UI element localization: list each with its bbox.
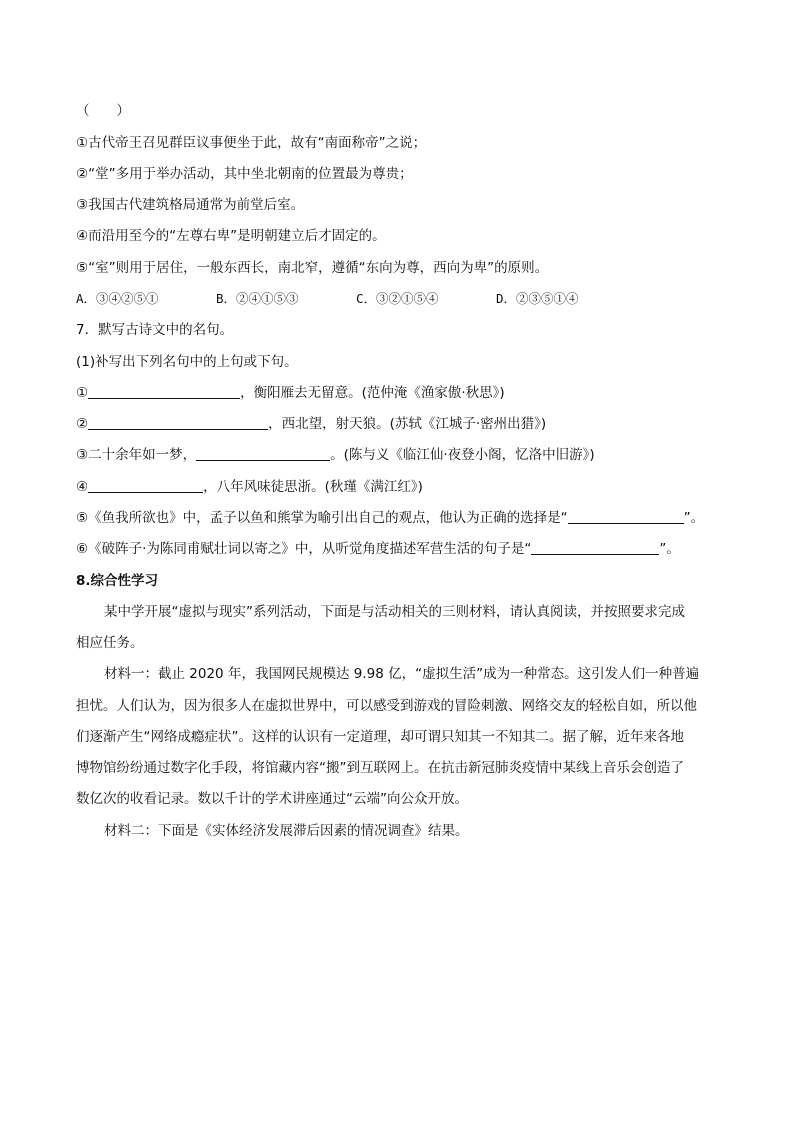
answer-blank-3[interactable]: [196, 446, 330, 461]
q7-title: 7．默写古诗文中的名句。: [76, 322, 234, 338]
sentence-2: ②“堂”多用于举办活动，其中坐北朝南的位置最为尊贵；: [76, 166, 413, 182]
q7-item-5: ⑤《鱼我所欲也》中，孟子以鱼和熊掌为喻引出自己的观点，他认为正确的选择是“ ”。: [76, 510, 705, 526]
material-1-line-1: 材料一：截止 2020 年，我国网民规模达 9.98 亿，“虚拟生活”成为一种常态。这引发人们一种普遍: [104, 666, 700, 682]
q7-item-4: ④ ，八年风味徒思浙。(秋瑾《满江红》): [76, 479, 423, 495]
answer-paren: （ ）: [76, 103, 130, 119]
q8-intro-line-2: 相应任务。: [76, 635, 144, 651]
options-row: [76, 289, 734, 309]
option-b[interactable]: B．②④①⑤③: [216, 291, 299, 306]
q8-title: 8.综合性学习: [76, 573, 159, 589]
q7-item-1: ① ，衡阳雁去无留意。(范仲淹《渔家傲·秋思》): [76, 385, 505, 401]
answer-blank-2[interactable]: [88, 415, 268, 430]
material-2-line: 材料二：下面是《实体经济发展滞后因素的情况调查》结果。: [104, 823, 469, 839]
q7-item-2: ② ，西北望，射天狼。(苏轼《江城子·密州出猎》): [76, 416, 547, 432]
answer-blank-4[interactable]: [88, 478, 203, 493]
sentence-1: ①古代帝王召见群臣议事便坐于此，故有“南面称帝”之说；: [76, 135, 427, 151]
sentence-3: ③我国古代建筑格局通常为前堂后室。: [76, 197, 305, 213]
option-a[interactable]: A．③④②⑤①: [76, 291, 159, 306]
q7-item-3: ③二十余年如一梦， 。(陈与义《临江仙·夜登小阁，忆洛中旧游》): [76, 447, 595, 463]
sentence-5: ⑤“室”则用于居住，一般东西长，南北窄，遵循“东向为尊，西向为卑”的原则。: [76, 260, 549, 276]
q8-intro-line-1: 某中学开展“虚拟与现实”系列活动，下面是与活动相关的三则材料，请认真阅读，并按照要求完成: [104, 604, 685, 620]
material-1-line-3: 们逐渐产生“网络成瘾症状”。这样的认识有一定道理，却可谓只知其一不知其二。据了解，近年来各地: [76, 729, 684, 745]
material-1-line-5: 数亿次的收看记录。数以千计的学术讲座通过“云端”向公众开放。: [76, 791, 468, 807]
option-c[interactable]: C．③②①⑤④: [356, 291, 439, 306]
answer-blank-6[interactable]: [531, 540, 659, 555]
answer-blank-5[interactable]: [568, 509, 684, 524]
option-d[interactable]: D．②③⑤①④: [496, 291, 579, 306]
q7-subtitle: (1)补写出下列名句中的上句或下句。: [76, 354, 298, 370]
sentence-4: ④而沿用至今的“左尊右卑”是明朝建立后才固定的。: [76, 228, 386, 244]
q7-item-6: ⑥《破阵子·为陈同甫赋壮词以寄之》中，从听觉角度描述军营生活的句子是“ ”。: [76, 541, 680, 557]
material-1-line-2: 担忧。人们认为，因为很多人在虚拟世界中，可以感受到游戏的冒险刺激、网络交友的轻松自如，所以他: [76, 698, 697, 714]
answer-blank-1[interactable]: [88, 384, 240, 399]
material-1-line-4: 博物馆纷纷通过数字化手段，将馆藏内容“搬”到互联网上。在抗击新冠肺炎疫情中某线上音乐会创造了: [76, 760, 684, 776]
